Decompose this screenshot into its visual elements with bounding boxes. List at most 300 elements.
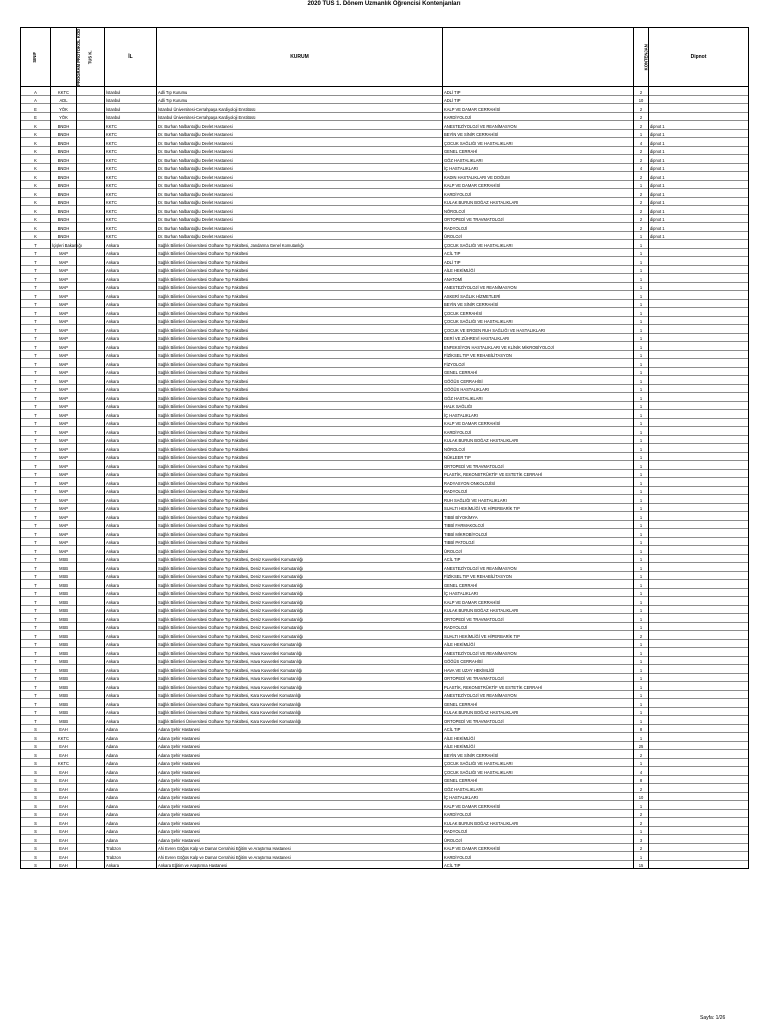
cell-sinif: S	[21, 767, 51, 776]
cell-il: Ankara	[105, 248, 157, 257]
cell-dipnot	[649, 299, 749, 308]
cell-program-kodu: MSB	[51, 656, 77, 665]
cell-kontenjan: 1	[634, 265, 649, 274]
cell-program-kodu: MAP	[51, 325, 77, 334]
cell-kurum: İstanbul Üniversitesi-Cerrahpaşa Kardiyoloji Enstitüsü	[157, 104, 443, 113]
cell-dipnot	[649, 503, 749, 512]
header-kontenjan: KONTENJAN	[634, 28, 649, 87]
cell-kontenjan: 2	[634, 784, 649, 793]
cell-program-kodu: YÖK	[51, 104, 77, 113]
cell-kontenjan: 1	[634, 478, 649, 487]
cell-tus	[77, 282, 105, 291]
table-row	[21, 809, 749, 818]
cell-kontenjan: 1	[634, 716, 649, 725]
cell-kontenjan: 1	[634, 316, 649, 325]
cell-kurum: Sağlık Bilimleri Üniversitesi Gülhane Tıp Fakültesi	[157, 333, 443, 342]
cell-tus	[77, 792, 105, 801]
table-row	[21, 299, 749, 308]
cell-sinif: K	[21, 163, 51, 172]
table-row	[21, 580, 749, 589]
cell-program: RADYOLOJİ	[443, 223, 634, 232]
cell-dipnot	[649, 546, 749, 555]
cell-program-kodu: BNDH	[51, 206, 77, 215]
cell-dipnot	[649, 537, 749, 546]
cell-kurum: Sağlık Bilimleri Üniversitesi Gülhane Tıp Fakültesi	[157, 274, 443, 283]
cell-program: ÇOCUK SAĞLIĞI VE HASTALIKLARI	[443, 240, 634, 249]
cell-dipnot	[649, 333, 749, 342]
cell-program: ÜROLOJİ	[443, 835, 634, 844]
cell-dipnot	[649, 495, 749, 504]
cell-kontenjan: 2	[634, 206, 649, 215]
header-il: İL	[105, 28, 157, 87]
cell-program-kodu: MAP	[51, 546, 77, 555]
cell-il: Ankara	[105, 350, 157, 359]
cell-il: Ankara	[105, 495, 157, 504]
table-row	[21, 682, 749, 691]
cell-dipnot	[649, 835, 749, 844]
cell-sinif: T	[21, 478, 51, 487]
cell-kontenjan: 1	[634, 580, 649, 589]
cell-dipnot	[649, 418, 749, 427]
cell-tus	[77, 546, 105, 555]
cell-program-kodu: MAP	[51, 342, 77, 351]
page-title: 2020 TUS 1. Dönem Uzmanlık Öğrencisi Kontenjanları	[307, 1, 461, 7]
cell-kurum: Dr. Burhan Nalbantoğlu Devlet Hastanesi	[157, 138, 443, 147]
cell-il: Trabzon	[105, 852, 157, 861]
cell-tus	[77, 716, 105, 725]
cell-il: Ankara	[105, 563, 157, 572]
cell-program-kodu: MSB	[51, 554, 77, 563]
cell-tus	[77, 469, 105, 478]
cell-dipnot	[649, 359, 749, 368]
table-row	[21, 707, 749, 716]
cell-program-kodu: MSB	[51, 648, 77, 657]
cell-il: İstanbul	[105, 104, 157, 113]
cell-program-kodu: BNDH	[51, 197, 77, 206]
cell-sinif: S	[21, 750, 51, 759]
table-row	[21, 316, 749, 325]
cell-kurum: Dr. Burhan Nalbantoğlu Devlet Hastanesi	[157, 180, 443, 189]
cell-sinif: K	[21, 155, 51, 164]
cell-kontenjan: 1	[634, 597, 649, 606]
cell-kontenjan: 1	[634, 639, 649, 648]
cell-kurum: Sağlık Bilimleri Üniversitesi Gülhane Tıp Fakültesi	[157, 469, 443, 478]
cell-tus	[77, 461, 105, 470]
cell-kurum: Sağlık Bilimleri Üniversitesi Gülhane Tıp Fakültesi	[157, 410, 443, 419]
cell-sinif: T	[21, 240, 51, 249]
cell-program-kodu: MAP	[51, 393, 77, 402]
cell-program-kodu: BNDH	[51, 223, 77, 232]
cell-kurum: Sağlık Bilimleri Üniversitesi Gülhane Tıp Fakültesi	[157, 316, 443, 325]
cell-il: Ankara	[105, 401, 157, 410]
cell-program: NÖROLOJİ	[443, 444, 634, 453]
cell-kontenjan: 2	[634, 818, 649, 827]
cell-kontenjan: 1	[634, 384, 649, 393]
cell-kontenjan: 1	[634, 588, 649, 597]
cell-program-kodu: EAH	[51, 784, 77, 793]
cell-kontenjan: 1	[634, 257, 649, 266]
cell-kurum: Sağlık Bilimleri Üniversitesi Gülhane Tıp Fakültesi	[157, 350, 443, 359]
cell-program-kodu: MAP	[51, 308, 77, 317]
table-row	[21, 129, 749, 138]
cell-kurum: Sağlık Bilimleri Üniversitesi Gülhane Tıp Fakültesi	[157, 503, 443, 512]
cell-sinif: T	[21, 707, 51, 716]
cell-program: ACİL TIP	[443, 860, 634, 869]
cell-dipnot	[649, 452, 749, 461]
cell-kurum: Sağlık Bilimleri Üniversitesi Gülhane Tıp Fakültesi, Hava Kuvvetleri Komutanlığı	[157, 665, 443, 674]
cell-il: Ankara	[105, 588, 157, 597]
cell-il: Ankara	[105, 639, 157, 648]
cell-kontenjan: 1	[634, 393, 649, 402]
cell-il: Adana	[105, 750, 157, 759]
cell-il: Ankara	[105, 452, 157, 461]
cell-sinif: T	[21, 656, 51, 665]
cell-sinif: S	[21, 809, 51, 818]
cell-program: SUALTI HEKİMLİĞİ VE HİPERBARİK TIP	[443, 631, 634, 640]
cell-dipnot	[649, 316, 749, 325]
cell-program: ASKERİ SAĞLIK HİZMETLERİ	[443, 291, 634, 300]
cell-program: ÇOCUK SAĞLIĞI VE HASTALIKLARI	[443, 767, 634, 776]
table-row	[21, 393, 749, 402]
cell-tus	[77, 775, 105, 784]
cell-sinif: T	[21, 367, 51, 376]
cell-sinif: T	[21, 690, 51, 699]
cell-program-kodu: BNDH	[51, 138, 77, 147]
table-row	[21, 673, 749, 682]
cell-dipnot	[649, 843, 749, 852]
cell-program-kodu: EAH	[51, 826, 77, 835]
cell-dipnot	[649, 291, 749, 300]
cell-dipnot	[649, 750, 749, 759]
cell-tus	[77, 520, 105, 529]
cell-program: ACİL TIP	[443, 554, 634, 563]
table-row	[21, 588, 749, 597]
cell-kurum: Sağlık Bilimleri Üniversitesi Gülhane Tıp Fakültesi, Deniz Kuvvetleri Komutanlığı	[157, 631, 443, 640]
cell-tus	[77, 563, 105, 572]
cell-dipnot	[649, 376, 749, 385]
cell-kurum: Adana Şehir Hastanesi	[157, 801, 443, 810]
cell-sinif: S	[21, 758, 51, 767]
cell-dipnot	[649, 784, 749, 793]
cell-sinif: T	[21, 563, 51, 572]
cell-tus	[77, 384, 105, 393]
cell-dipnot: dipnot 1	[649, 172, 749, 181]
table-row	[21, 699, 749, 708]
cell-il: Ankara	[105, 461, 157, 470]
cell-program: ADLİ TIP	[443, 257, 634, 266]
cell-dipnot	[649, 444, 749, 453]
table-row	[21, 478, 749, 487]
table-row	[21, 231, 749, 240]
table-row	[21, 197, 749, 206]
cell-kurum: Sağlık Bilimleri Üniversitesi Gülhane Tıp Fakültesi, Deniz Kuvvetleri Komutanlığı	[157, 588, 443, 597]
cell-dipnot	[649, 512, 749, 521]
cell-kurum: Sağlık Bilimleri Üniversitesi Gülhane Tıp Fakültesi, Kara Kuvvetleri Komutanlığı	[157, 716, 443, 725]
cell-sinif: K	[21, 121, 51, 130]
cell-program: TIBBİ PATOLOJİ	[443, 537, 634, 546]
cell-sinif: T	[21, 401, 51, 410]
cell-tus	[77, 597, 105, 606]
cell-dipnot	[649, 707, 749, 716]
cell-program-kodu: MAP	[51, 291, 77, 300]
cell-kontenjan: 1	[634, 512, 649, 521]
cell-dipnot	[649, 826, 749, 835]
table-row	[21, 818, 749, 827]
cell-sinif: T	[21, 495, 51, 504]
cell-tus	[77, 410, 105, 419]
cell-sinif: K	[21, 180, 51, 189]
table-row	[21, 121, 749, 130]
cell-sinif: T	[21, 376, 51, 385]
cell-program-kodu: MAP	[51, 359, 77, 368]
cell-kurum: Ahi Evren Göğüs Kalp ve Damar Cerrahisi Eğitim ve Araştırma Hastanesi	[157, 852, 443, 861]
cell-kontenjan: 2	[634, 223, 649, 232]
cell-program: ORTOPEDİ VE TRAVMATOLOJİ	[443, 716, 634, 725]
cell-program: ÜROLOJİ	[443, 546, 634, 555]
cell-il: Ankara	[105, 537, 157, 546]
cell-sinif: K	[21, 231, 51, 240]
table-header-row	[21, 28, 749, 87]
cell-kontenjan: 1	[634, 520, 649, 529]
cell-kurum: Adana Şehir Hastanesi	[157, 818, 443, 827]
cell-kontenjan: 1	[634, 299, 649, 308]
cell-dipnot	[649, 656, 749, 665]
table-row	[21, 248, 749, 257]
cell-dipnot: dipnot 1	[649, 231, 749, 240]
cell-program-kodu: BNDH	[51, 163, 77, 172]
cell-kontenjan: 1	[634, 240, 649, 249]
cell-kurum: Adana Şehir Hastanesi	[157, 750, 443, 759]
cell-kurum: Adana Şehir Hastanesi	[157, 724, 443, 733]
cell-program-kodu: MAP	[51, 257, 77, 266]
cell-dipnot: dipnot 1	[649, 214, 749, 223]
cell-kontenjan: 1	[634, 733, 649, 742]
cell-program: GENEL CERRAHİ	[443, 367, 634, 376]
cell-kurum: Sağlık Bilimleri Üniversitesi Gülhane Tıp Fakültesi	[157, 367, 443, 376]
table-row	[21, 639, 749, 648]
cell-dipnot	[649, 257, 749, 266]
cell-il: Ankara	[105, 520, 157, 529]
table-row	[21, 597, 749, 606]
cell-kontenjan: 1	[634, 231, 649, 240]
cell-il: Adana	[105, 784, 157, 793]
cell-kontenjan: 1	[634, 401, 649, 410]
cell-il: Ankara	[105, 359, 157, 368]
cell-il: Ankara	[105, 333, 157, 342]
cell-dipnot	[649, 427, 749, 436]
cell-tus	[77, 503, 105, 512]
cell-tus	[77, 316, 105, 325]
cell-kurum: Dr. Burhan Nalbantoğlu Devlet Hastanesi	[157, 155, 443, 164]
cell-sinif: T	[21, 699, 51, 708]
cell-program-kodu: MSB	[51, 571, 77, 580]
cell-program: ANATOMİ	[443, 274, 634, 283]
cell-tus	[77, 537, 105, 546]
cell-tus	[77, 614, 105, 623]
cell-il: KKTC	[105, 138, 157, 147]
table-row	[21, 852, 749, 861]
cell-kontenjan: 1	[634, 537, 649, 546]
cell-tus	[77, 639, 105, 648]
table-row	[21, 401, 749, 410]
cell-program-kodu: BNDH	[51, 129, 77, 138]
cell-dipnot	[649, 580, 749, 589]
cell-sinif: T	[21, 393, 51, 402]
table-row	[21, 163, 749, 172]
cell-il: Adana	[105, 809, 157, 818]
cell-kurum: Sağlık Bilimleri Üniversitesi Gülhane Tıp Fakültesi	[157, 308, 443, 317]
table-row	[21, 512, 749, 521]
cell-sinif: S	[21, 835, 51, 844]
cell-dipnot	[649, 486, 749, 495]
cell-sinif: T	[21, 282, 51, 291]
cell-sinif: A	[21, 87, 51, 96]
table-row	[21, 733, 749, 742]
cell-il: Ankara	[105, 665, 157, 674]
cell-kurum: Sağlık Bilimleri Üniversitesi Gülhane Tıp Fakültesi, Deniz Kuvvetleri Komutanlığı	[157, 605, 443, 614]
cell-kontenjan: 1	[634, 129, 649, 138]
cell-program-kodu: MAP	[51, 376, 77, 385]
cell-tus	[77, 265, 105, 274]
cell-kontenjan: 1	[634, 563, 649, 572]
cell-program: NÖROLOJİ	[443, 206, 634, 215]
cell-il: KKTC	[105, 146, 157, 155]
cell-kontenjan: 1	[634, 248, 649, 257]
cell-program-kodu: MSB	[51, 673, 77, 682]
cell-dipnot	[649, 809, 749, 818]
cell-tus	[77, 818, 105, 827]
cell-il: Ankara	[105, 605, 157, 614]
cell-program-kodu: EAH	[51, 767, 77, 776]
table-row	[21, 418, 749, 427]
cell-dipnot: dipnot 1	[649, 146, 749, 155]
cell-program: ACİL TIP	[443, 724, 634, 733]
cell-kontenjan: 1	[634, 622, 649, 631]
cell-sinif: K	[21, 146, 51, 155]
table-row	[21, 622, 749, 631]
cell-program: ÜROLOJİ	[443, 231, 634, 240]
cell-program-kodu: MSB	[51, 699, 77, 708]
table-row	[21, 138, 749, 147]
cell-kurum: Sağlık Bilimleri Üniversitesi Gülhane Tıp Fakültesi	[157, 452, 443, 461]
cell-dipnot	[649, 631, 749, 640]
cell-kontenjan: 2	[634, 809, 649, 818]
cell-program: GENEL CERRAHİ	[443, 146, 634, 155]
cell-program: FİZİKSEL TIP VE REHABİLİTASYON	[443, 350, 634, 359]
cell-il: Ankara	[105, 265, 157, 274]
cell-program-kodu: EAH	[51, 809, 77, 818]
cell-sinif: T	[21, 257, 51, 266]
table-row	[21, 724, 749, 733]
cell-dipnot	[649, 690, 749, 699]
cell-tus	[77, 104, 105, 113]
cell-kontenjan: 1	[634, 682, 649, 691]
cell-kontenjan: 1	[634, 801, 649, 810]
table-row	[21, 801, 749, 810]
table-row	[21, 461, 749, 470]
table-row	[21, 860, 749, 869]
cell-program-kodu: MAP	[51, 299, 77, 308]
cell-kontenjan: 2	[634, 197, 649, 206]
cell-tus	[77, 350, 105, 359]
cell-dipnot: dipnot 1	[649, 206, 749, 215]
table-row	[21, 631, 749, 640]
cell-tus	[77, 699, 105, 708]
cell-il: Ankara	[105, 240, 157, 249]
table-row	[21, 503, 749, 512]
cell-program-kodu: EAH	[51, 792, 77, 801]
cell-il: Ankara	[105, 376, 157, 385]
cell-dipnot	[649, 673, 749, 682]
cell-il: Ankara	[105, 444, 157, 453]
cell-il: Adana	[105, 741, 157, 750]
cell-program: PLASTİK, REKONSTRÜKTİF VE ESTETİK CERRAHİ	[443, 682, 634, 691]
table-row	[21, 546, 749, 555]
cell-kurum: Adana Şehir Hastanesi	[157, 775, 443, 784]
cell-sinif: T	[21, 291, 51, 300]
cell-dipnot: dipnot 1	[649, 129, 749, 138]
cell-dipnot	[649, 639, 749, 648]
table-row	[21, 359, 749, 368]
cell-il: Ankara	[105, 571, 157, 580]
cell-dipnot	[649, 775, 749, 784]
cell-dipnot: dipnot 1	[649, 180, 749, 189]
table-row	[21, 376, 749, 385]
cell-program-kodu: EAH	[51, 860, 77, 869]
cell-il: KKTC	[105, 197, 157, 206]
header-program	[443, 28, 634, 87]
cell-program-kodu: MAP	[51, 537, 77, 546]
cell-sinif: A	[21, 95, 51, 104]
cell-kontenjan: 1	[634, 648, 649, 657]
table-row	[21, 325, 749, 334]
cell-il: Ankara	[105, 435, 157, 444]
cell-program: İÇ HASTALIKLARI	[443, 792, 634, 801]
cell-program: FİZYOLOJİ	[443, 359, 634, 368]
cell-il: Adana	[105, 775, 157, 784]
cell-program-kodu: MAP	[51, 274, 77, 283]
cell-il: KKTC	[105, 231, 157, 240]
cell-dipnot	[649, 563, 749, 572]
cell-tus	[77, 495, 105, 504]
cell-kontenjan: 1	[634, 571, 649, 580]
cell-program: TIBBİ BİYOKİMYA	[443, 512, 634, 521]
cell-program: ANESTEZİYOLOJİ VE REANİMASYON	[443, 648, 634, 657]
cell-tus	[77, 214, 105, 223]
cell-dipnot	[649, 699, 749, 708]
cell-program-kodu: BNDH	[51, 121, 77, 130]
cell-program-kodu: İçişleri Bakanlığı	[51, 240, 77, 249]
cell-kontenjan: 1	[634, 656, 649, 665]
cell-dipnot	[649, 588, 749, 597]
cell-il: Adana	[105, 767, 157, 776]
cell-program: RADYASYON ONKOLOJİSİ	[443, 478, 634, 487]
cell-program: RADYOLOJİ	[443, 486, 634, 495]
cell-kurum: Sağlık Bilimleri Üniversitesi Gülhane Tıp Fakültesi	[157, 342, 443, 351]
cell-kurum: Sağlık Bilimleri Üniversitesi Gülhane Tıp Fakültesi	[157, 435, 443, 444]
cell-sinif: S	[21, 741, 51, 750]
cell-il: Ankara	[105, 707, 157, 716]
cell-il: Ankara	[105, 316, 157, 325]
cell-kurum: Sağlık Bilimleri Üniversitesi Gülhane Tıp Fakültesi	[157, 529, 443, 538]
cell-kurum: Sağlık Bilimleri Üniversitesi Gülhane Tıp Fakültesi	[157, 291, 443, 300]
cell-program-kodu: EAH	[51, 741, 77, 750]
cell-sinif: T	[21, 359, 51, 368]
cell-il: Ankara	[105, 325, 157, 334]
cell-program: ORTOPEDİ VE TRAVMATOLOJİ	[443, 673, 634, 682]
cell-program-kodu: YÖK	[51, 112, 77, 121]
cell-program: FİZİKSEL TIP VE REHABİLİTASYON	[443, 571, 634, 580]
